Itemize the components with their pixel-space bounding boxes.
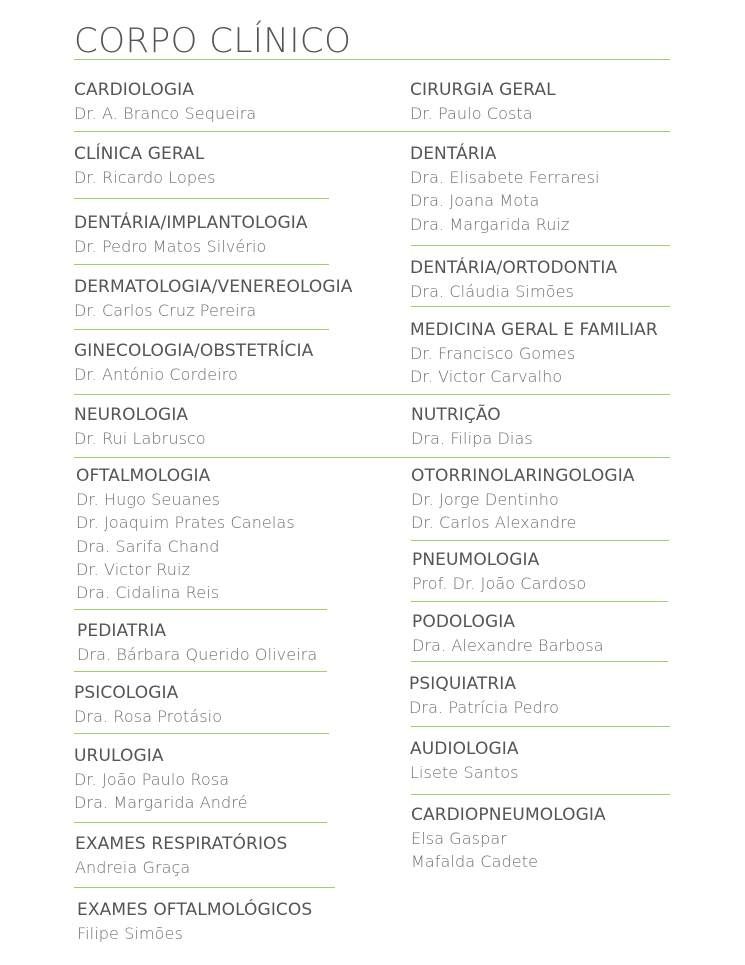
specialty-section — [74, 212, 308, 258]
specialty-section — [76, 465, 295, 604]
doctor-name: Dra. Sarifa Chand — [76, 536, 220, 556]
specialty-heading: AUDIOLOGIA — [410, 739, 519, 759]
specialty-section — [77, 899, 312, 945]
doctor-name: Elsa Gaspar — [411, 829, 507, 848]
specialty-heading: DENTÁRIA — [410, 144, 497, 164]
doctor-name: Dra. Alexandre Barbosa — [412, 636, 604, 655]
section-divider — [411, 540, 669, 541]
doctor-name: Dr. Paulo Costa — [410, 104, 533, 123]
section-divider — [74, 822, 327, 823]
doctor-name: Lisete Santos — [410, 763, 519, 782]
section-divider — [74, 671, 327, 672]
specialty-section — [75, 833, 287, 879]
doctor-name: Dr. Victor Carvalho — [410, 367, 563, 387]
specialty-heading: DERMATOLOGIA/VENEREOLOGIA — [74, 277, 353, 297]
doctor-name: Dra. Patrícia Pedro — [409, 698, 560, 717]
specialty-heading: PODOLOGIA — [412, 612, 516, 632]
doctor-name: Dr. Carlos Cruz Pereira — [74, 301, 257, 320]
specialty-section — [410, 79, 556, 125]
specialty-section — [410, 738, 519, 784]
section-divider — [74, 609, 327, 610]
specialty-section — [411, 404, 533, 450]
specialty-section — [412, 611, 604, 657]
specialty-heading: URULOGIA — [74, 746, 164, 766]
specialty-section — [74, 276, 353, 322]
doctor-name: Dra. Filipa Dias — [411, 429, 533, 448]
section-divider — [411, 245, 670, 246]
doctor-name: Dr. Rui Labrusco — [74, 429, 206, 448]
doctor-name: Dra. Bárbara Querido Oliveira — [77, 645, 318, 664]
doctor-name: Dr. Ricardo Lopes — [74, 168, 216, 187]
doctor-name: Andreia Graça — [75, 858, 191, 877]
specialty-section — [410, 257, 617, 303]
page-title: CORPO CLÍNICO — [74, 21, 352, 61]
specialty-section — [412, 549, 586, 595]
doctor-name: Dr. Jorge Dentinho — [411, 490, 559, 509]
section-divider — [411, 794, 670, 795]
doctor-name: Mafalda Cadete — [411, 852, 539, 872]
row-divider — [74, 394, 670, 395]
specialty-heading: NUTRIÇÃO — [411, 405, 501, 425]
specialty-section — [410, 319, 658, 389]
doctor-name: Dr. João Paulo Rosa — [74, 770, 230, 789]
specialty-section — [74, 340, 313, 386]
doctor-name: Prof. Dr. João Cardoso — [412, 574, 587, 593]
specialty-heading: GINECOLOGIA/OBSTETRÍCIA — [74, 341, 314, 361]
specialty-heading: EXAMES OFTALMOLÓGICOS — [77, 900, 313, 920]
row-divider — [74, 457, 670, 458]
specialty-heading: OFTALMOLOGIA — [76, 466, 211, 486]
doctor-name: Dra. Margarida André — [74, 793, 248, 813]
specialty-section — [74, 682, 222, 728]
specialty-heading: PSIQUIATRIA — [409, 674, 517, 694]
specialty-heading: DENTÁRIA/ORTODONTIA — [410, 258, 618, 278]
specialty-heading: PNEUMOLOGIA — [412, 550, 540, 570]
specialty-section — [74, 143, 216, 189]
doctor-name: Dr. A. Branco Sequeira — [74, 104, 257, 123]
doctor-name: Dra. Elisabete Ferraresi — [410, 168, 600, 187]
doctor-name: Dra. Cidalina Reis — [76, 583, 220, 603]
doctor-name: Dr. Victor Ruiz — [76, 559, 191, 579]
section-divider — [411, 601, 668, 602]
specialty-heading: CIRURGIA GERAL — [410, 80, 556, 100]
specialty-heading: DENTÁRIA/IMPLANTOLOGIA — [74, 213, 308, 233]
doctor-name: Dr. Hugo Seuanes — [76, 490, 221, 509]
section-divider — [74, 329, 329, 330]
doctor-name: Dr. Pedro Matos Silvério — [74, 237, 267, 256]
section-divider — [411, 306, 670, 307]
specialty-heading: EXAMES RESPIRATÓRIOS — [75, 834, 288, 854]
specialty-section — [77, 620, 317, 666]
specialty-heading: CLÍNICA GERAL — [74, 144, 205, 164]
section-divider — [411, 726, 670, 727]
specialty-section — [410, 143, 600, 236]
specialty-heading: MEDICINA GERAL E FAMILIAR — [410, 320, 658, 340]
specialty-section — [409, 673, 559, 719]
specialty-section — [411, 804, 606, 874]
specialty-section — [74, 745, 248, 815]
row-divider — [74, 131, 670, 132]
doctor-name: Dra. Cláudia Simões — [410, 282, 574, 301]
section-divider — [74, 264, 329, 265]
doctor-name: Filipe Simões — [77, 924, 183, 943]
doctor-name: Dra. Joana Mota — [410, 191, 540, 211]
specialty-heading: CARDIOPNEUMOLOGIA — [411, 805, 606, 825]
section-divider — [74, 887, 335, 888]
section-divider — [74, 733, 329, 734]
doctor-name: Dra. Rosa Protásio — [74, 707, 223, 726]
title-divider — [74, 59, 670, 60]
specialty-section — [74, 79, 256, 125]
doctor-name: Dr. Carlos Alexandre — [411, 513, 577, 533]
specialty-heading: OTORRINOLARINGOLOGIA — [411, 466, 635, 486]
doctor-name: Dr. Francisco Gomes — [410, 344, 576, 363]
section-divider — [74, 198, 329, 199]
specialty-heading: NEUROLOGIA — [74, 405, 189, 425]
specialty-heading: PSICOLOGIA — [74, 683, 179, 703]
doctor-name: Dr. António Cordeiro — [74, 365, 238, 384]
doctor-name: Dra. Margarida Ruiz — [410, 214, 570, 234]
specialty-heading: PEDIATRIA — [77, 621, 167, 641]
specialty-section — [74, 404, 206, 450]
section-divider — [411, 661, 668, 662]
specialty-heading: CARDIOLOGIA — [74, 80, 194, 100]
doctor-name: Dr. Joaquim Prates Canelas — [76, 513, 295, 533]
specialty-section — [411, 465, 635, 535]
